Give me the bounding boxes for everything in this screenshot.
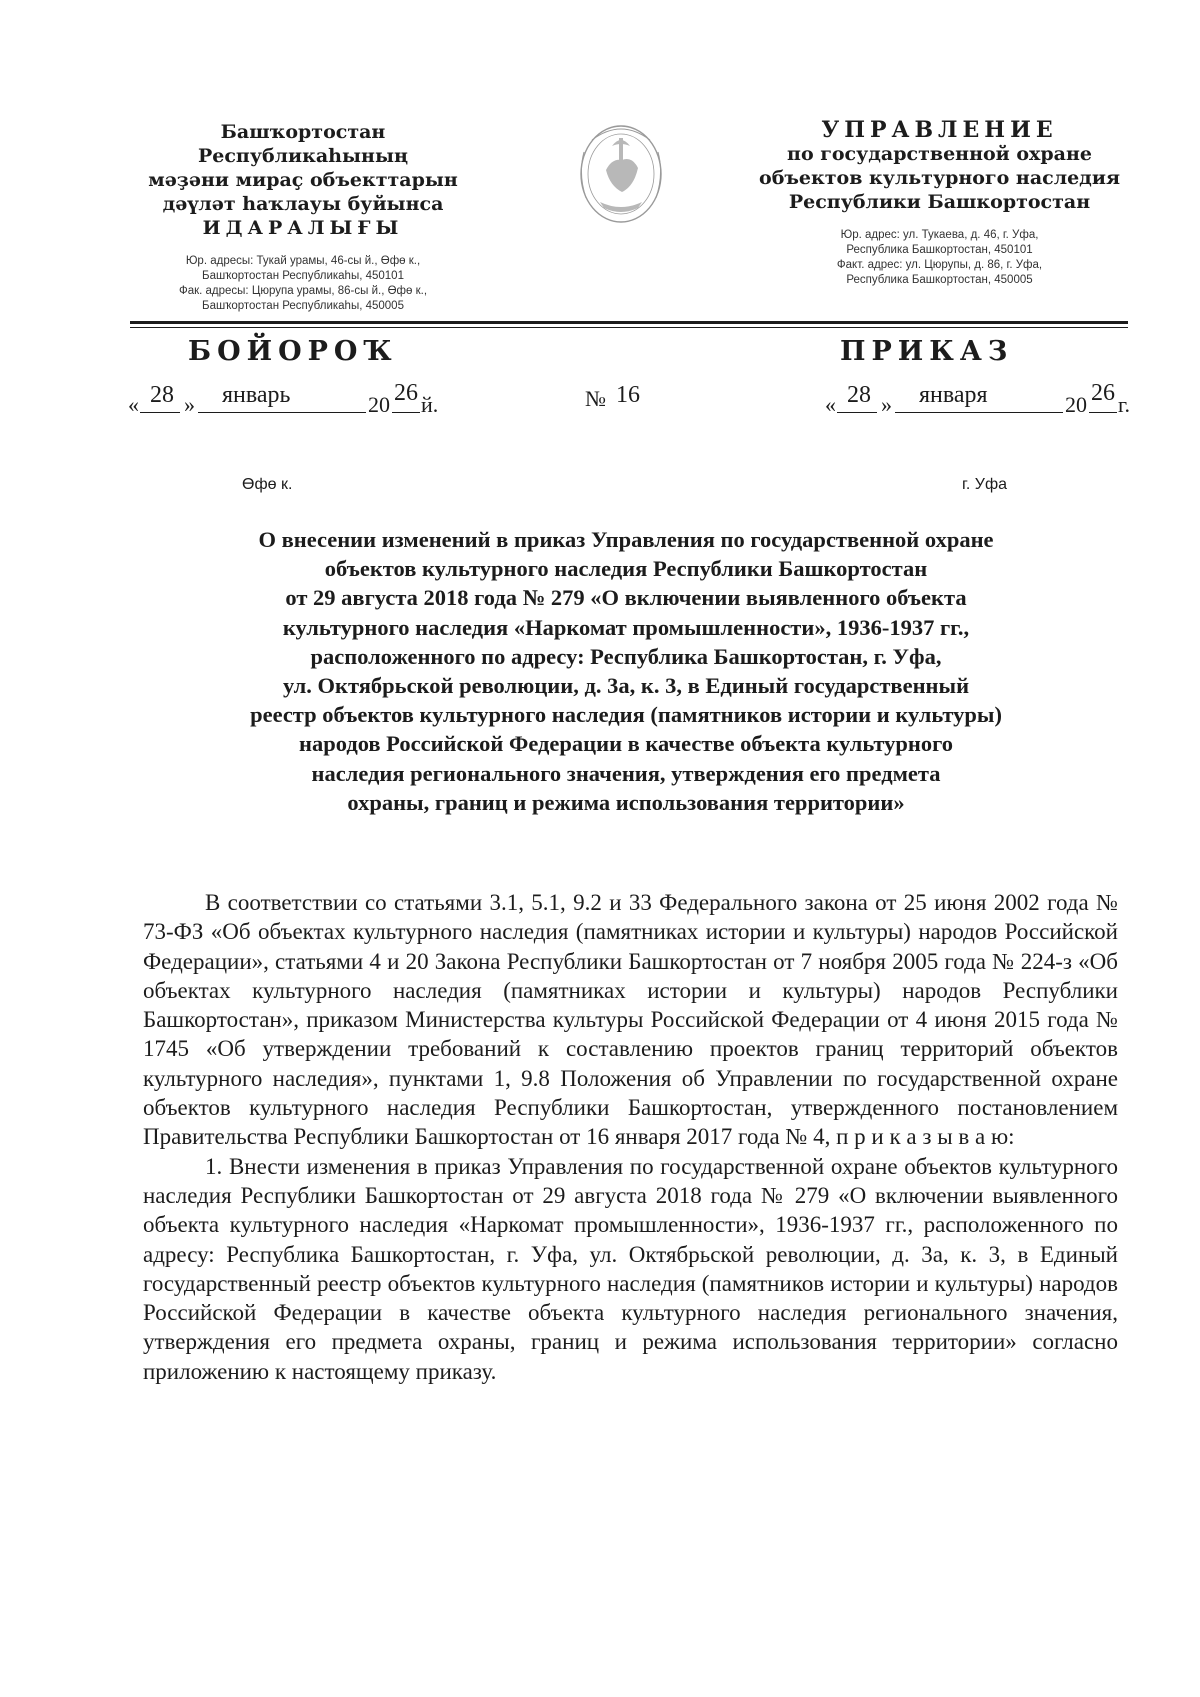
address-line: Юр. адресы: Тукай урамы, 46-сы й., Өфө к., [185, 255, 421, 267]
header-right-line: объектов культурного наследия [759, 167, 1120, 189]
number-value: 16 [616, 382, 640, 408]
date-quote-open: « [825, 392, 836, 417]
document-title [150, 525, 1102, 817]
date-month: января [919, 382, 988, 408]
place-bashkir: Өфө к. [242, 476, 293, 493]
address-line: Фак. адресы: Цюрупа урамы, 86-сы й., Өфө к., [178, 285, 428, 297]
title-line: культурного наследия «Наркомат промышленности», 1936-1937 гг., [282, 614, 970, 640]
body-paragraph-item-1: 1. Внести изменения в приказ Управления по государственной охране объектов культурного наследия Республики Башкортостан от 29 августа 2018 года № 279 «О включении выявленного объекта культурного наследия «Наркомат промышленности», 1936-1937 гг., расположенного по адресу: Республика Башкортостан, г. Уфа, ул. Октябрьской революции, д. 3а, к. 3, в Единый государственный реестр объектов культурного наследия (памятников истории и культуры) народов Российской Федерации в качестве объекта культурного наследия регионального значения, утверждения его предмета охраны, границ и режима использования территории» согласно приложению к настоящему приказу. [143, 1153, 1118, 1384]
header-right-line: по государственной охране [787, 143, 1092, 165]
title-line: объектов культурного наследия Республики Башкортостан [324, 556, 928, 582]
title-line: реестр объектов культурного наследия (памятников истории и культуры) [250, 702, 1002, 728]
date-left [128, 380, 439, 422]
doc-type-bashkir: БОЙОРОҠ [188, 336, 398, 367]
header-right-line: Республики Башкортостан [788, 191, 1091, 213]
title-line: О внесении изменений в приказ Управления по государственной охране [258, 527, 994, 552]
header-left-line: мәҙәни мираҫ объекттарын [148, 169, 458, 191]
title-line: народов Российской Федерации в качестве объекта культурного [298, 731, 954, 757]
date-year: 26 [1091, 380, 1115, 406]
title-line: от 29 августа 2018 года № 279 «О включении выявленного объекта [285, 585, 967, 611]
body-paragraph-preamble: В соответствии со статьями 3.1, 5.1, 9.2 и 33 Федерального закона от 25 июня 2002 года № 73-ФЗ «Об объектах культурного наследия (памятниках истории и культуры) народов Российской Федерации», статьями 4 и 20 Закона Республики Башкортостан от 7 ноября 2005 года № 224-з «Об объектах культурного наследия (памятниках истории и культуры) народов Республики Башкортостан», приказом Министерства культуры Российской Федерации от 4 июня 2015 года № 1745 «Об утверждении требований к составлению проектов границ территорий объектов культурного наследия», пунктами 1, 9.8 Положения об Управлении по государственной охране объектов культурного наследия Республики Башкортостан, утвержденного постановлением Правительства Республики Башкортостан от 16 января 2017 года № 4, п р и к а з ы в а ю: [143, 890, 1118, 1150]
header-right-org-name: УПРАВЛЕНИЕ [821, 117, 1058, 143]
date-suffix: й. [421, 392, 439, 417]
date-year: 26 [394, 380, 418, 406]
address-line: Юр. адрес: ул. Тукаева, д. 46, г. Уфа, [840, 229, 1039, 241]
header-divider [130, 321, 1128, 324]
date-right [825, 380, 1135, 422]
coat-of-arms-emblem-icon [572, 112, 670, 230]
date-century: 20 [1065, 392, 1087, 417]
address-line: Башҡортостан Республикаһы, 450005 [202, 300, 404, 312]
date-quote-close: » [184, 392, 195, 417]
address-line: Башҡортостан Республикаһы, 450101 [202, 270, 404, 282]
date-day: 28 [150, 382, 174, 408]
header-left-organization [118, 120, 488, 314]
header-right-organization [752, 118, 1127, 288]
number-label: № [585, 386, 606, 411]
date-quote-close: » [881, 392, 892, 417]
header-right-address [752, 228, 1127, 288]
header-left-line: дәүләт һаҡлауы буйынса [162, 193, 444, 215]
document-body [143, 888, 1118, 1386]
title-line: расположенного по адресу: Республика Башкортостан, г. Уфа, [310, 643, 942, 669]
title-line: ул. Октябрьской революции, д. 3а, к. 3, в Единый государственный [282, 673, 970, 699]
date-day: 28 [847, 382, 871, 408]
title-line: охраны, границ и режима использования территории» [347, 789, 905, 815]
header-left-org-name: ИДАРАЛЫҒЫ [202, 217, 404, 239]
title-line: наследия регионального значения, утверждения его предмета [311, 760, 941, 786]
date-quote-open: « [128, 392, 139, 417]
address-line: Республика Башкортостан, 450101 [846, 244, 1033, 256]
address-line: Факт. адрес: ул. Цюрупы, д. 86, г. Уфа, [836, 259, 1043, 271]
doc-type-russian: ПРИКАЗ [840, 336, 1014, 367]
address-line: Республика Башкортостан, 450005 [846, 274, 1033, 286]
date-suffix: г. [1118, 392, 1131, 417]
document-number [585, 382, 640, 413]
header-divider-thin [130, 327, 1128, 328]
header-left-address [118, 254, 488, 314]
date-century: 20 [368, 392, 390, 417]
place-russian: г. Уфа [962, 476, 1007, 493]
date-month: январь [222, 382, 291, 408]
header-left-line: Башҡортостан Республикаһының [197, 121, 409, 167]
